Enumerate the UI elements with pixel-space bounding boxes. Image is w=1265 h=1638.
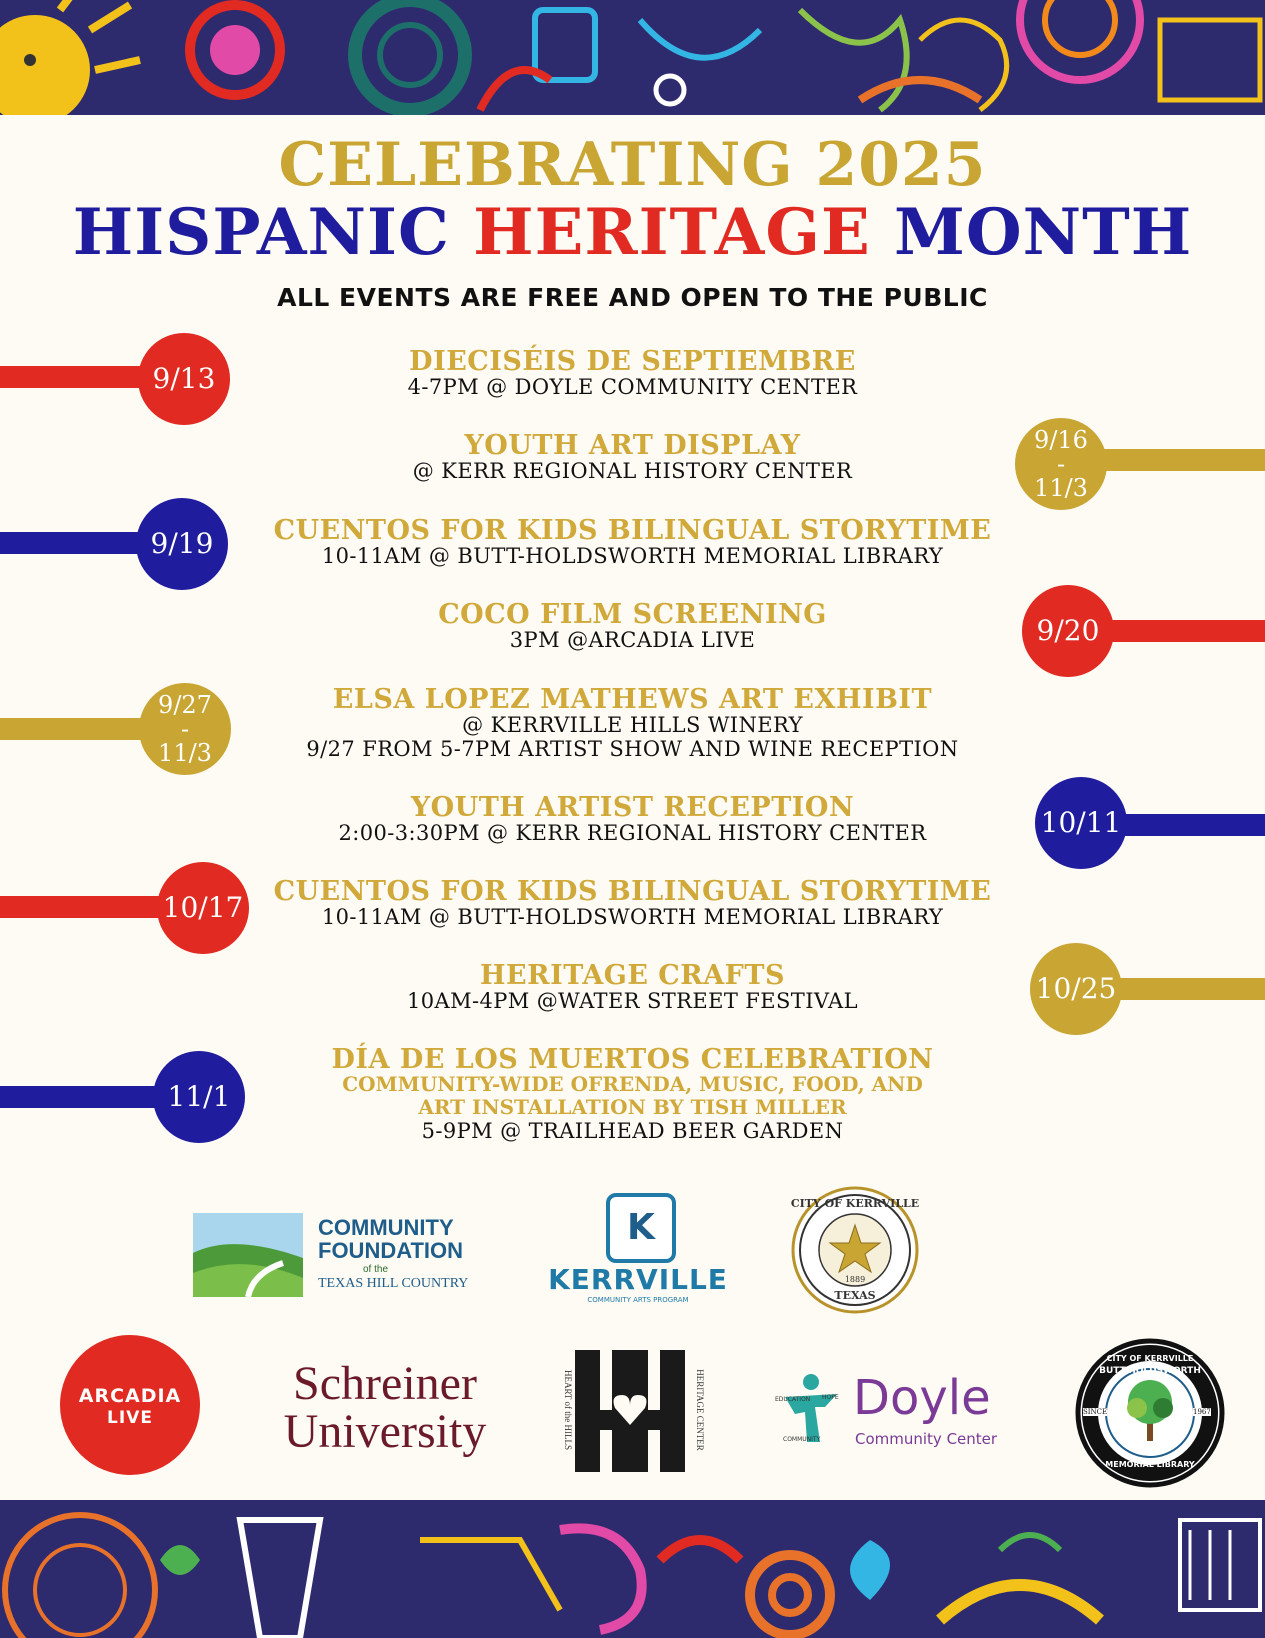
seal-bottom-text: TEXAS [834,1289,876,1302]
butt-holdsworth-library-seal [1075,1338,1225,1488]
schreiner-line1: Schreiner [293,1357,477,1410]
subtitle: ALL EVENTS ARE FREE AND OPEN TO THE PUBLIC [277,283,988,312]
date-label: 11/1 [167,1080,231,1113]
date-label: 9/13 [152,362,216,395]
date-label: 10/11 [1040,806,1122,839]
event-title: DÍA DE LOS MUERTOS CELEBRATION [331,1044,934,1075]
date-label: 9/16 [1034,426,1088,454]
event-details: @ KERR REGIONAL HISTORY CENTER [412,459,853,483]
event-title: HERITAGE CRAFTS [480,960,785,991]
cf-line2: FOUNDATION [318,1238,464,1263]
date-label: 11/3 [158,739,212,767]
event-title: CUENTOS FOR KIDS BILINGUAL STORYTIME [273,876,992,907]
event-details: 10-11AM @ BUTT-HOLDSWORTH MEMORIAL LIBRARY [321,544,944,568]
date-label: 10/17 [162,891,244,924]
event-subtitle: COMMUNITY-WIDE OFRENDA, MUSIC, FOOD, AND [342,1072,923,1096]
event-details: 4-7PM @ DOYLE COMMUNITY CENTER [407,375,858,399]
heritage-left-text: HEART of the HILLS [563,1369,573,1451]
event-title: CUENTOS FOR KIDS BILINGUAL STORYTIME [273,515,992,546]
event-subtitle: ART INSTALLATION BY TISH MILLER [418,1095,847,1119]
library-name-text: BUTT-HOLDSWORTH [1099,1366,1201,1376]
kerrville-wordmark: KERRVILLE [548,1263,728,1296]
city-of-kerrville-seal [790,1185,920,1315]
date-label: 9/19 [150,527,214,560]
event-title: COCO FILM SCREENING [438,599,827,630]
kerrville-arts-logo [548,1193,728,1308]
arcadia-line1: ARCADIA [78,1385,182,1407]
heritage-right-text: HERITAGE CENTER [695,1369,705,1451]
community-foundation-logo [193,1213,483,1297]
library-year: 1967 [1193,1408,1211,1416]
timeline-bar [0,718,150,740]
event-item [200,794,1065,845]
schreiner-line2: University [283,1405,487,1458]
title-line-2 [0,195,1265,270]
event-title: YOUTH ART DISPLAY [464,430,801,461]
library-top-text: CITY OF KERRVILLE [1106,1354,1194,1363]
date-label: 9/27 [158,691,212,719]
cf-line1: COMMUNITY [318,1215,454,1240]
event-details: @ KERRVILLE HILLS WINERY [462,713,803,737]
doyle-community-center-logo [775,1370,1015,1460]
date-label: 11/3 [1034,474,1088,502]
event-details: 3PM @ARCADIA LIVE [509,628,756,652]
event-details: 10-11AM @ BUTT-HOLDSWORTH MEMORIAL LIBRARY [321,905,944,929]
event-item [200,432,1065,483]
timeline-bar [1080,449,1265,471]
seal-year: 1889 [844,1275,866,1284]
bottom-decorative-banner [0,1500,1265,1638]
cf-line4: TEXAS HILL COUNTRY [318,1276,469,1291]
title-month: MONTH [870,195,1193,270]
doyle-subtext: Community Center [855,1430,998,1448]
event-item [200,517,1065,568]
event-item [200,348,1065,399]
arcadia-line2: LIVE [107,1408,153,1428]
schreiner-university-logo [270,1357,500,1458]
kerrville-tag: COMMUNITY ARTS PROGRAM [587,1296,689,1304]
timeline-bar [0,896,170,918]
doyle-word-education: EDUCATION [775,1396,811,1403]
event-title: ELSA LOPEZ MATHEWS ART EXHIBIT [332,684,933,715]
date-separator: - [1056,450,1066,478]
hills-landscape-icon [193,1213,303,1297]
date-label: 9/20 [1036,614,1100,647]
doyle-word-community: COMMUNITY [783,1436,821,1443]
top-decorative-banner [0,0,1265,115]
seal-top-text: CITY OF KERRVILLE [790,1197,920,1210]
arcadia-live-logo [60,1335,200,1475]
heritage-center-logo [555,1350,705,1472]
doyle-figure-icon [775,1372,847,1444]
date-separator: - [180,715,190,743]
library-bottom-text: MEMORIAL LIBRARY [1105,1460,1195,1469]
event-item [200,878,1065,929]
timeline-bar [0,532,150,554]
event-item [200,601,1065,652]
timeline-bar [0,366,150,388]
event-item [200,1046,1065,1143]
title-heritage: HERITAGE [473,195,871,270]
title-line-1: CELEBRATING 2025 [278,130,987,200]
doyle-word-hope: HOPE [822,1394,839,1401]
event-details: 9/27 FROM 5-7PM ARTIST SHOW AND WINE RECEPTION [306,737,959,761]
date-label: 10/25 [1035,972,1117,1005]
title-hispanic: HISPANIC [72,195,474,270]
k-letter: K [627,1207,655,1248]
event-title: YOUTH ARTIST RECEPTION [410,792,855,823]
library-since: SINCE [1083,1408,1108,1416]
event-details: 5-9PM @ TRAILHEAD BEER GARDEN [421,1119,844,1143]
timeline-bar [0,1086,165,1108]
event-item [200,962,1065,1013]
event-details: 2:00-3:30PM @ KERR REGIONAL HISTORY CENTER [338,821,927,845]
k-emblem-icon [606,1193,676,1263]
doyle-wordmark: Doyle [853,1370,991,1426]
cf-line3: of the [363,1264,389,1275]
event-item [200,686,1065,761]
event-title: DIECISÉIS DE SEPTIEMBRE [409,346,856,377]
event-details: 10AM-4PM @WATER STREET FESTIVAL [407,989,858,1013]
heart-hills-emblem-icon [575,1350,685,1472]
